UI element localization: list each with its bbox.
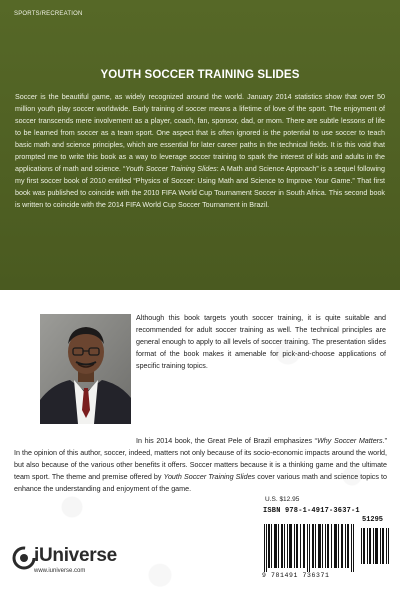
- para2-italic-why-soccer: Why Soccer Matters.: [317, 437, 385, 445]
- book-title: YOUTH SOCCER TRAINING SLIDES: [100, 69, 300, 81]
- addon-code: 51295: [362, 516, 384, 524]
- blurb-text-b: : A Math and Science Approach” is a sequel following my first soccer book of 2010 entitled “Physics of Soccer: Using Math and Science to Improve Your Game.” That first book was published to coincide with the 2010 FIFA World Cup Tournament Soccer in South Africa. This second book is written to coincide with the 2014 FIFA World Cup Soccer Tournament in Brazil.: [15, 165, 385, 210]
- publisher-url: www.iuniverse.com: [34, 568, 86, 574]
- author-photo: [40, 314, 131, 424]
- para2-text-a: In his 2014 book, the Great Pele of Brazil emphasizes “: [136, 437, 318, 445]
- price-label: U.S. $12.95: [265, 496, 300, 503]
- author-photo-illustration: [40, 314, 131, 424]
- para2-italic-book-title: Youth Soccer Training Slides: [163, 473, 256, 482]
- barcode-digits: 9 781491 736371: [262, 572, 330, 579]
- publisher-name: iUniverse: [34, 545, 117, 566]
- ean-barcode-graphic: [262, 524, 356, 572]
- blurb-text-a: Soccer is the beautiful game, as widely recognized around the world. January 2014 statistics show that over 50 million youth play soccer worldwide. Early training of soccer means a lifetime of love of the sport. The enjoyment of soccer transcends mere involvement as a player, coach, fan, sponsor, dad, or mom. There are subtle lessons of life to be learned from soccer as a team sport. One aspect that is often ignored is the potential to use soccer to teach basic math and science principles, which are essential for later career paths in the technical fields. It is this void that prompted me to write this book as a way to leverage soccer training to spark the interest of kids and adults in the applications of math and science. “: [15, 93, 385, 174]
- para2-text-b: ” In the opinion of this author, soccer, indeed, matters not only because of its socio-economic impacts around the world, but also because of the various other benefits it offers. Soccer matters because it is a thinking game and the ultimate team sport. The theme and premise offered by: [14, 437, 387, 482]
- book-blurb: [15, 91, 385, 211]
- addon-barcode-graphic: [360, 528, 390, 564]
- para2-text-c: cover various math and science topics to enhance the understanding and enjoyment of the game.: [14, 473, 387, 494]
- paragraph-training: Although this book targets youth soccer training, it is quite suitable and recommended for adult soccer training as well. The technical principles are general enough to apply to all levels of soccer training. The presentation slides format of the book makes it amenable for pick-and-choose applications of specific training topics.: [136, 314, 386, 371]
- isbn-barcode: [262, 516, 390, 580]
- back-cover-top-panel: [0, 0, 400, 290]
- blurb-italic-title: Youth Soccer Training Slides: [125, 165, 217, 174]
- isbn-label: ISBN 978-1-4917-3637-1: [263, 507, 360, 515]
- category-label: SPORTS/RECREATION: [14, 11, 83, 17]
- publisher-logo: [12, 545, 142, 585]
- iuniverse-swirl-icon: [12, 546, 36, 570]
- paragraph-pele: [14, 435, 387, 495]
